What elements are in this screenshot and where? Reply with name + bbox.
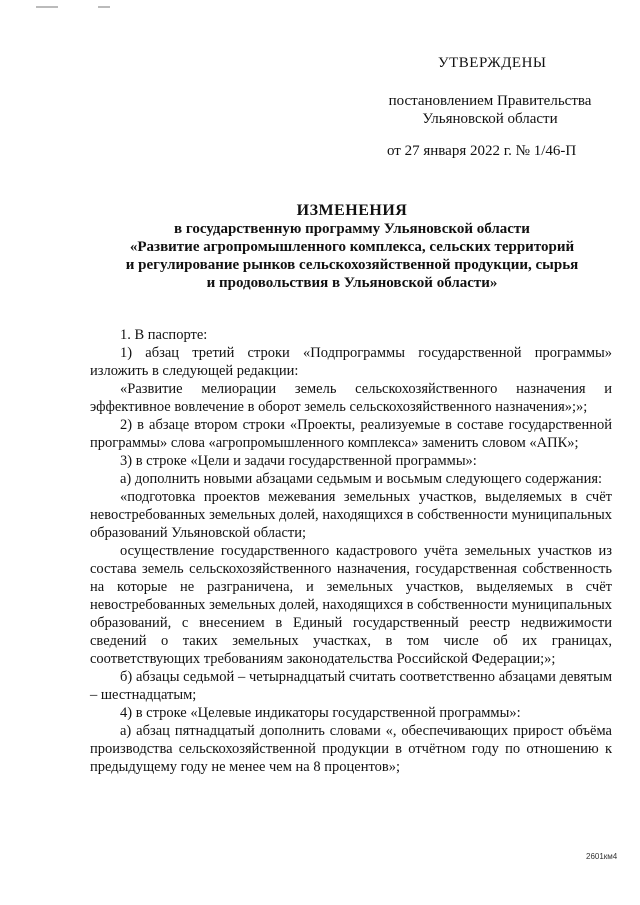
body-paragraph: осуществление государственного кадастрового учёта земельных участков из состава земель сельскохозяйственного назначения, государственная собственность на которые не разграничена, и земельных участков, выделяемых в счёт невостребованных земельных долей, находящихся в собственности муниципальных образований, с внесением в Единый государственный реестр недвижимости сведений о таких земельных участках, в том числе об их границах, соответствующих требованиям законодательства Российской Федерации;»; [90,543,612,667]
body-paragraph: «подготовка проектов межевания земельных участков, выделяемых в счёт невостребованных земельных долей, находящихся в собственности муниципальных образований Ульяновской области; [90,489,612,541]
body-paragraph: б) абзацы седьмой – четырнадцатый считать соответственно абзацами девятым – шестнадцатым; [90,669,612,703]
body-paragraph: 3) в строке «Цели и задачи государственной программы»: [120,453,477,469]
footer-code: 2601км4 [586,852,618,861]
body-paragraph: 2) в абзаце втором строки «Проекты, реализуемые в составе государственной программы» слова «агропромышленного комплекса» заменить словом «АПК»; [90,417,612,451]
body-paragraph: а) дополнить новыми абзацами седьмым и восьмым следующего содержания: [120,471,603,487]
approval-authority [387,92,593,128]
body-paragraph: «Развитие мелиорации земель сельскохозяйственного назначения и эффективное вовлечение в оборот земель сельскохозяйственного назначения»;»; [90,381,612,415]
body-paragraph: а) абзац пятнадцатый дополнить словами «, обеспечивающих прирост объёма производства сельскохозяйственной продукции в отчётном году по отношению к предыдущему году не менее чем на 8 процентов»; [90,723,612,775]
heading-line: и регулирование рынков сельскохозяйственной продукции, сырья [125,257,579,273]
body-paragraph: 1) абзац третий строки «Подпрограммы государственной программы» изложить в следующей редакции: [90,345,612,379]
document-heading [92,202,612,292]
heading-line: в государственную программу Ульяновской области [174,221,530,237]
heading-line: «Развитие агропромышленного комплекса, сельских территорий [129,239,575,255]
heading-title: ИЗМЕНЕНИЯ [296,202,408,219]
approval-line: постановлением Правительства [388,93,592,109]
heading-line: и продовольствия в Ульяновской области» [206,275,498,291]
scan-mark [98,6,110,8]
approval-line: Ульяновской области [422,111,558,127]
body-paragraph: 1. В паспорте: [120,327,208,343]
body-paragraph: 4) в строке «Целевые индикаторы государственной программы»: [120,705,521,721]
approval-title: УТВЕРЖДЕНЫ [438,55,547,71]
scan-mark [36,6,58,8]
document-body [90,326,612,776]
approval-date: от 27 января 2022 г. № 1/46-П [387,143,577,159]
